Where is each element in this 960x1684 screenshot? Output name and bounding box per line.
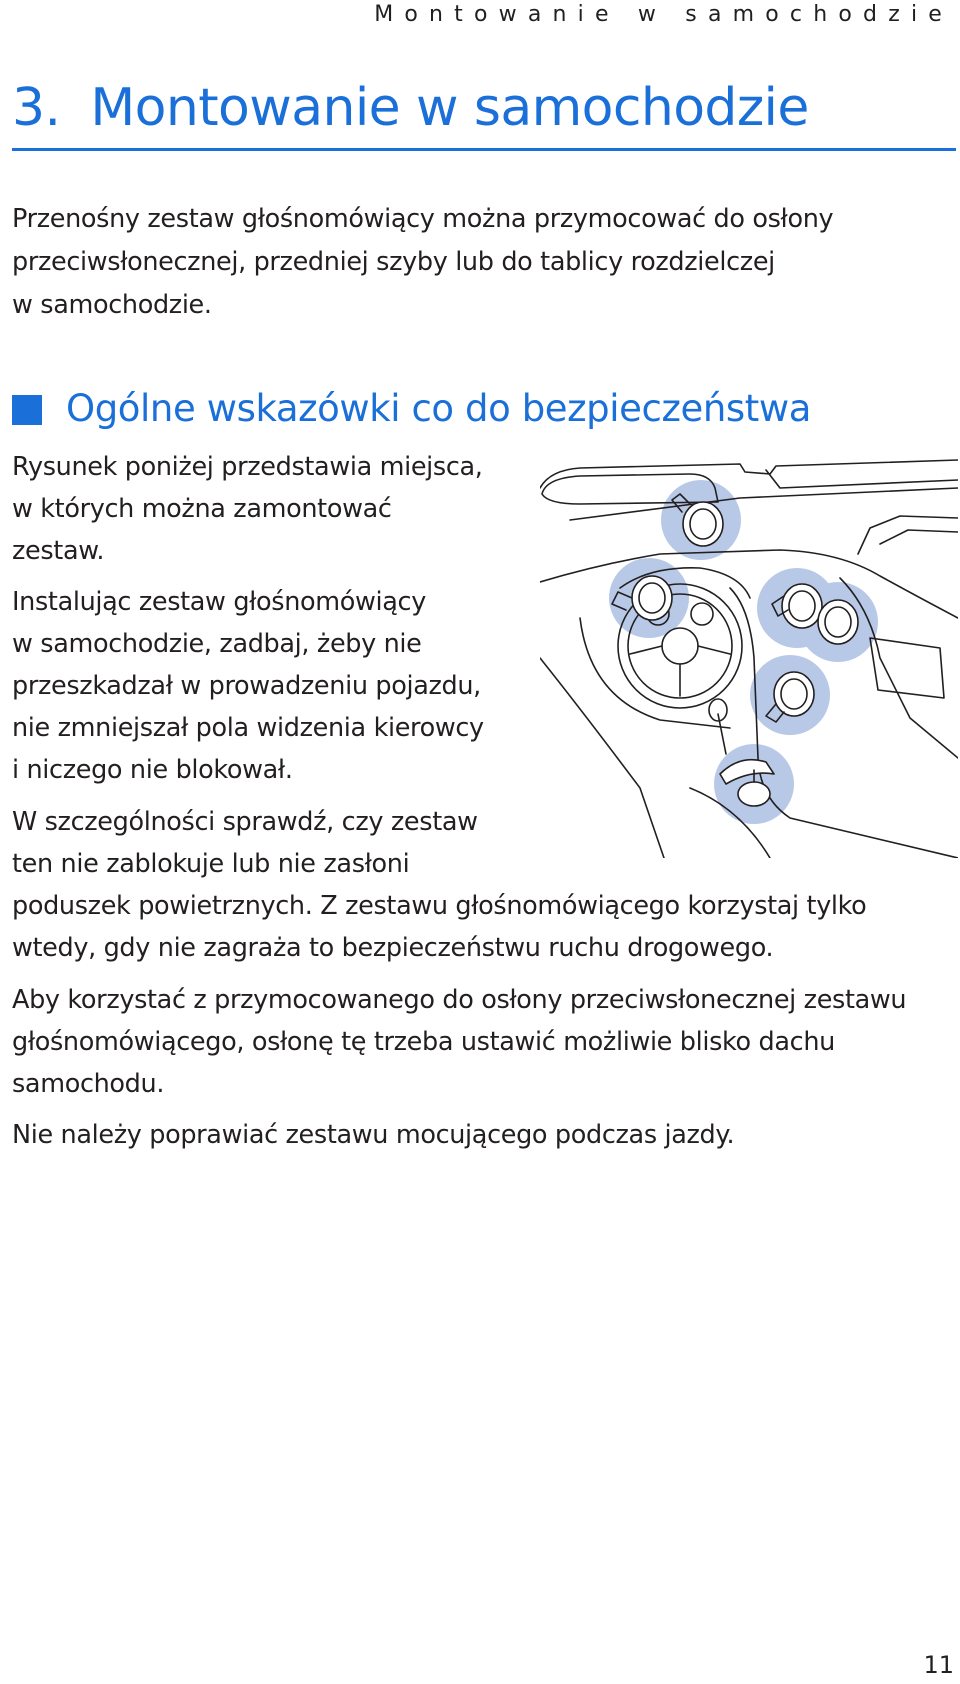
a-pillar-inner	[880, 530, 958, 544]
intro-line: przeciwsłonecznej, przedniej szyby lub do tablicy rozdzielczej	[12, 247, 775, 277]
section-title: Ogólne wskazówki co do bezpieczeństwa	[66, 387, 812, 430]
chapter-number: 3.	[12, 78, 61, 138]
intro-line: w samochodzie.	[12, 290, 212, 320]
paragraph-line: Nie należy poprawiać zestawu mocującego podczas jazdy.	[12, 1120, 735, 1150]
paragraph-line: zestaw.	[12, 536, 105, 566]
a-pillar	[858, 516, 958, 554]
paragraph-line: Instalując zestaw głośnomówiący	[12, 587, 426, 617]
intro-line: Przenośny zestaw głośnomówiący można przymocować do osłony	[12, 204, 834, 234]
paragraph-line: ten nie zablokuje lub nie zasłoni	[12, 849, 410, 879]
steering-wheel-hub	[662, 628, 698, 664]
paragraph-line: i niczego nie blokował.	[12, 755, 293, 785]
steering-wheel-spokes	[630, 646, 730, 696]
chapter-title-text: Montowanie w samochodzie	[90, 78, 809, 138]
paragraph-line: głośnomówiącego, osłonę tę trzeba ustawić możliwie blisko dachu	[12, 1027, 835, 1057]
windshield-top-frame	[540, 460, 958, 488]
paragraph-line: Aby korzystać z przymocowanego do osłony przeciwsłonecznej zestawu	[12, 985, 907, 1015]
section-marker-square	[12, 395, 42, 425]
running-header: Montowanie w samochodzie	[374, 2, 953, 27]
title-rule	[12, 148, 956, 151]
gauge-right	[691, 603, 713, 625]
mount-device-windshield-right	[818, 600, 858, 644]
car-interior-drawing	[540, 458, 958, 858]
paragraph-line: przeszkadzał w prowadzeniu pojazdu,	[12, 671, 481, 701]
chapter-title	[12, 76, 809, 140]
dashboard-top	[540, 550, 958, 618]
paragraph-line: wtedy, gdy nie zagraża to bezpieczeństwu ruchu drogowego.	[12, 933, 774, 963]
paragraph-line: Rysunek poniżej przedstawia miejsca,	[12, 452, 483, 482]
car-mount-illustration	[540, 458, 958, 858]
glove-box	[870, 638, 944, 698]
paragraph-line: w których można zamontować	[12, 494, 392, 524]
paragraph-line: w samochodzie, zadbaj, żeby nie	[12, 629, 422, 659]
paragraph-line: W szczególności sprawdź, czy zestaw	[12, 807, 478, 837]
door-line	[540, 658, 664, 858]
paragraph-line: nie zmniejszał pola widzenia kierowcy	[12, 713, 484, 743]
paragraph-line: samochodu.	[12, 1069, 165, 1099]
paragraph-line: poduszek powietrznych. Z zestawu głośnomówiącego korzystaj tylko	[12, 891, 867, 921]
roof-line	[766, 470, 958, 488]
page-number: 11	[923, 1651, 954, 1679]
